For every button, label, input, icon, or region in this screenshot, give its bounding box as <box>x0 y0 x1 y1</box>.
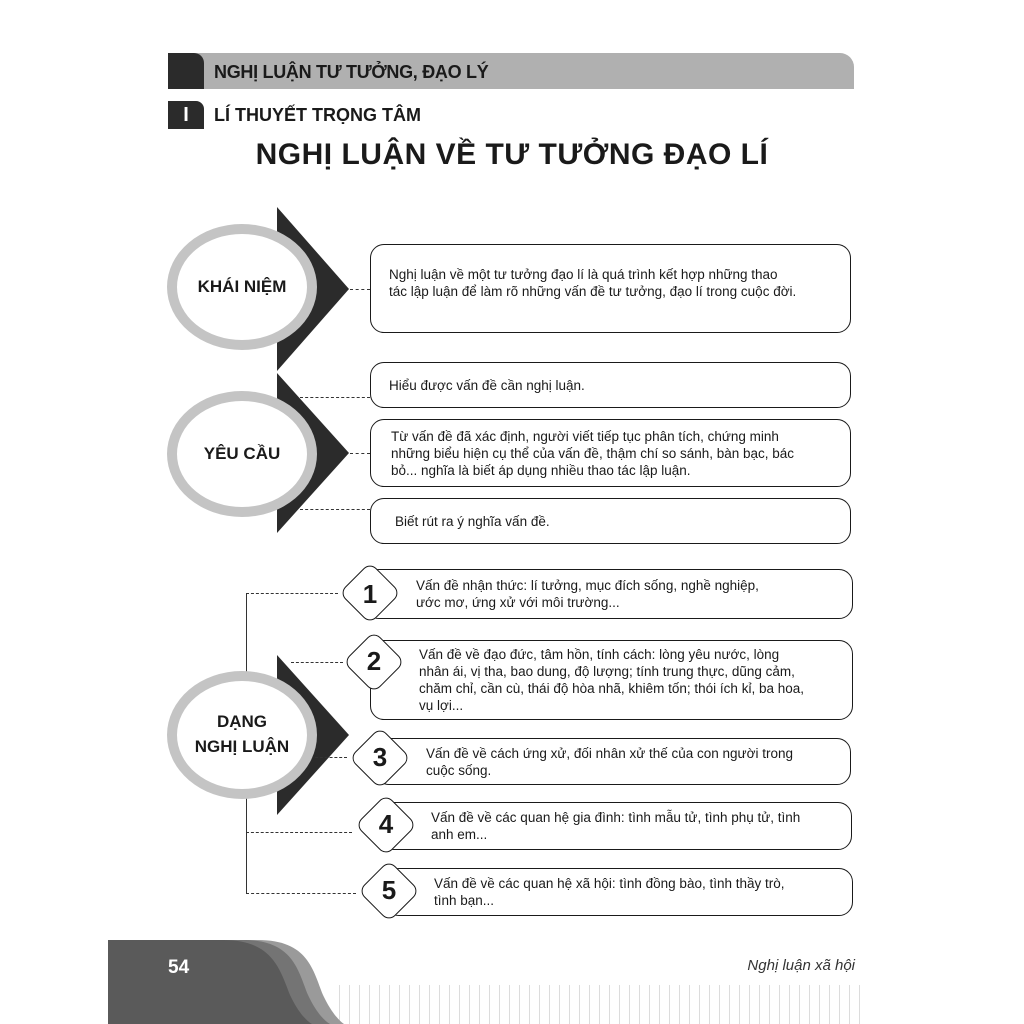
item-number-2: 2 <box>366 646 382 676</box>
yeu-cau-item-2 <box>370 419 851 487</box>
footer-page-tab <box>108 940 348 1024</box>
connector <box>246 593 338 594</box>
text-line: nhân ái, vị tha, bao dung, độ lượng; tính trung thực, dũng cảm, <box>419 664 795 679</box>
footer-stripes <box>330 985 860 1024</box>
text-line: bỏ... nghĩa là biết áp dụng nhiều thao tác lập luận. <box>391 462 691 478</box>
text-line: Vấn đề nhận thức: lí tưởng, mục đích sống, nghề nghiệp, <box>416 578 759 593</box>
connector <box>300 509 370 510</box>
connector <box>350 289 370 290</box>
text-line: vụ lợi... <box>419 698 464 713</box>
dang-nghi-luan-label <box>167 671 317 799</box>
connector <box>246 893 356 894</box>
text-line: Vấn đề về các quan hệ gia đình: tình mẫu tử, tình phụ tử, tình <box>431 810 801 825</box>
yeu-cau-item-1 <box>370 362 851 408</box>
yeu-cau-label <box>167 391 317 517</box>
section-number: I <box>168 101 204 129</box>
text-line: Vấn đề về cách ứng xử, đối nhân xử thế của con người trong <box>426 745 793 761</box>
item-number-4: 4 <box>378 809 394 839</box>
item-number-3: 3 <box>372 742 388 772</box>
book-section-title: Nghị luận xã hội <box>747 957 855 974</box>
khai-niem-label <box>167 224 317 350</box>
text-line: những biểu hiện cụ thể của vấn đề, thậm chí so sánh, bàn bạc, bác <box>391 445 795 461</box>
connector <box>300 397 370 398</box>
yeu-cau-label-text: YÊU CẦU <box>203 443 281 463</box>
text-line: anh em... <box>431 827 488 842</box>
text-line: tác lập luận để làm rõ những vấn đề tư tưởng, đạo lí trong cuộc đời. <box>389 283 797 299</box>
text-line: Vấn đề về các quan hệ xã hội: tình đồng bào, tình thầy trò, <box>434 876 785 891</box>
text-line: cuộc sống. <box>426 762 492 778</box>
khai-niem-definition-box <box>370 244 851 333</box>
text-line: Từ vấn đề đã xác định, người viết tiếp tục phân tích, chứng minh <box>391 428 779 444</box>
dang-item-1-box <box>365 569 853 619</box>
section-title: LÍ THUYẾT TRỌNG TÂM <box>214 105 421 125</box>
page-number: 54 <box>168 957 190 978</box>
dang-item-2-box <box>370 640 853 720</box>
label-line: NGHỊ LUẬN <box>194 737 290 756</box>
dang-item-5-box <box>385 868 853 916</box>
text-line: Vấn đề về đạo đức, tâm hồn, tính cách: lòng yêu nước, lòng <box>419 647 780 662</box>
text-line: Nghị luận về một tư tưởng đạo lí là quá trình kết hợp những thao <box>389 266 778 282</box>
text-line: tình bạn... <box>434 893 495 908</box>
connector <box>291 662 343 663</box>
connector <box>350 453 370 454</box>
text-line: chăm chỉ, cần cù, thái độ hòa nhã, khiêm tốn; thói ích kỉ, ba hoa, <box>419 681 804 696</box>
text-line: Biết rút ra ý nghĩa vấn đề. <box>395 513 550 529</box>
dang-item-3-box <box>375 738 851 785</box>
khai-niem-label-text: KHÁI NIỆM <box>197 276 287 296</box>
text-line: Hiểu được vấn đề cần nghị luận. <box>389 377 585 393</box>
text-line: ước mơ, ứng xử với môi trường... <box>416 595 620 610</box>
connector <box>246 832 352 833</box>
item-number-5: 5 <box>381 875 397 905</box>
chapter-title: NGHỊ LUẬN TƯ TƯỞNG, ĐẠO LÝ <box>214 62 489 82</box>
label-line: DẠNG <box>216 712 268 732</box>
dang-item-4-box <box>380 802 852 850</box>
page-title: NGHỊ LUẬN VỀ TƯ TƯỞNG ĐẠO LÍ <box>255 138 769 171</box>
yeu-cau-item-3 <box>370 498 851 544</box>
chapter-header-marker <box>168 53 204 89</box>
item-number-1: 1 <box>362 579 378 609</box>
